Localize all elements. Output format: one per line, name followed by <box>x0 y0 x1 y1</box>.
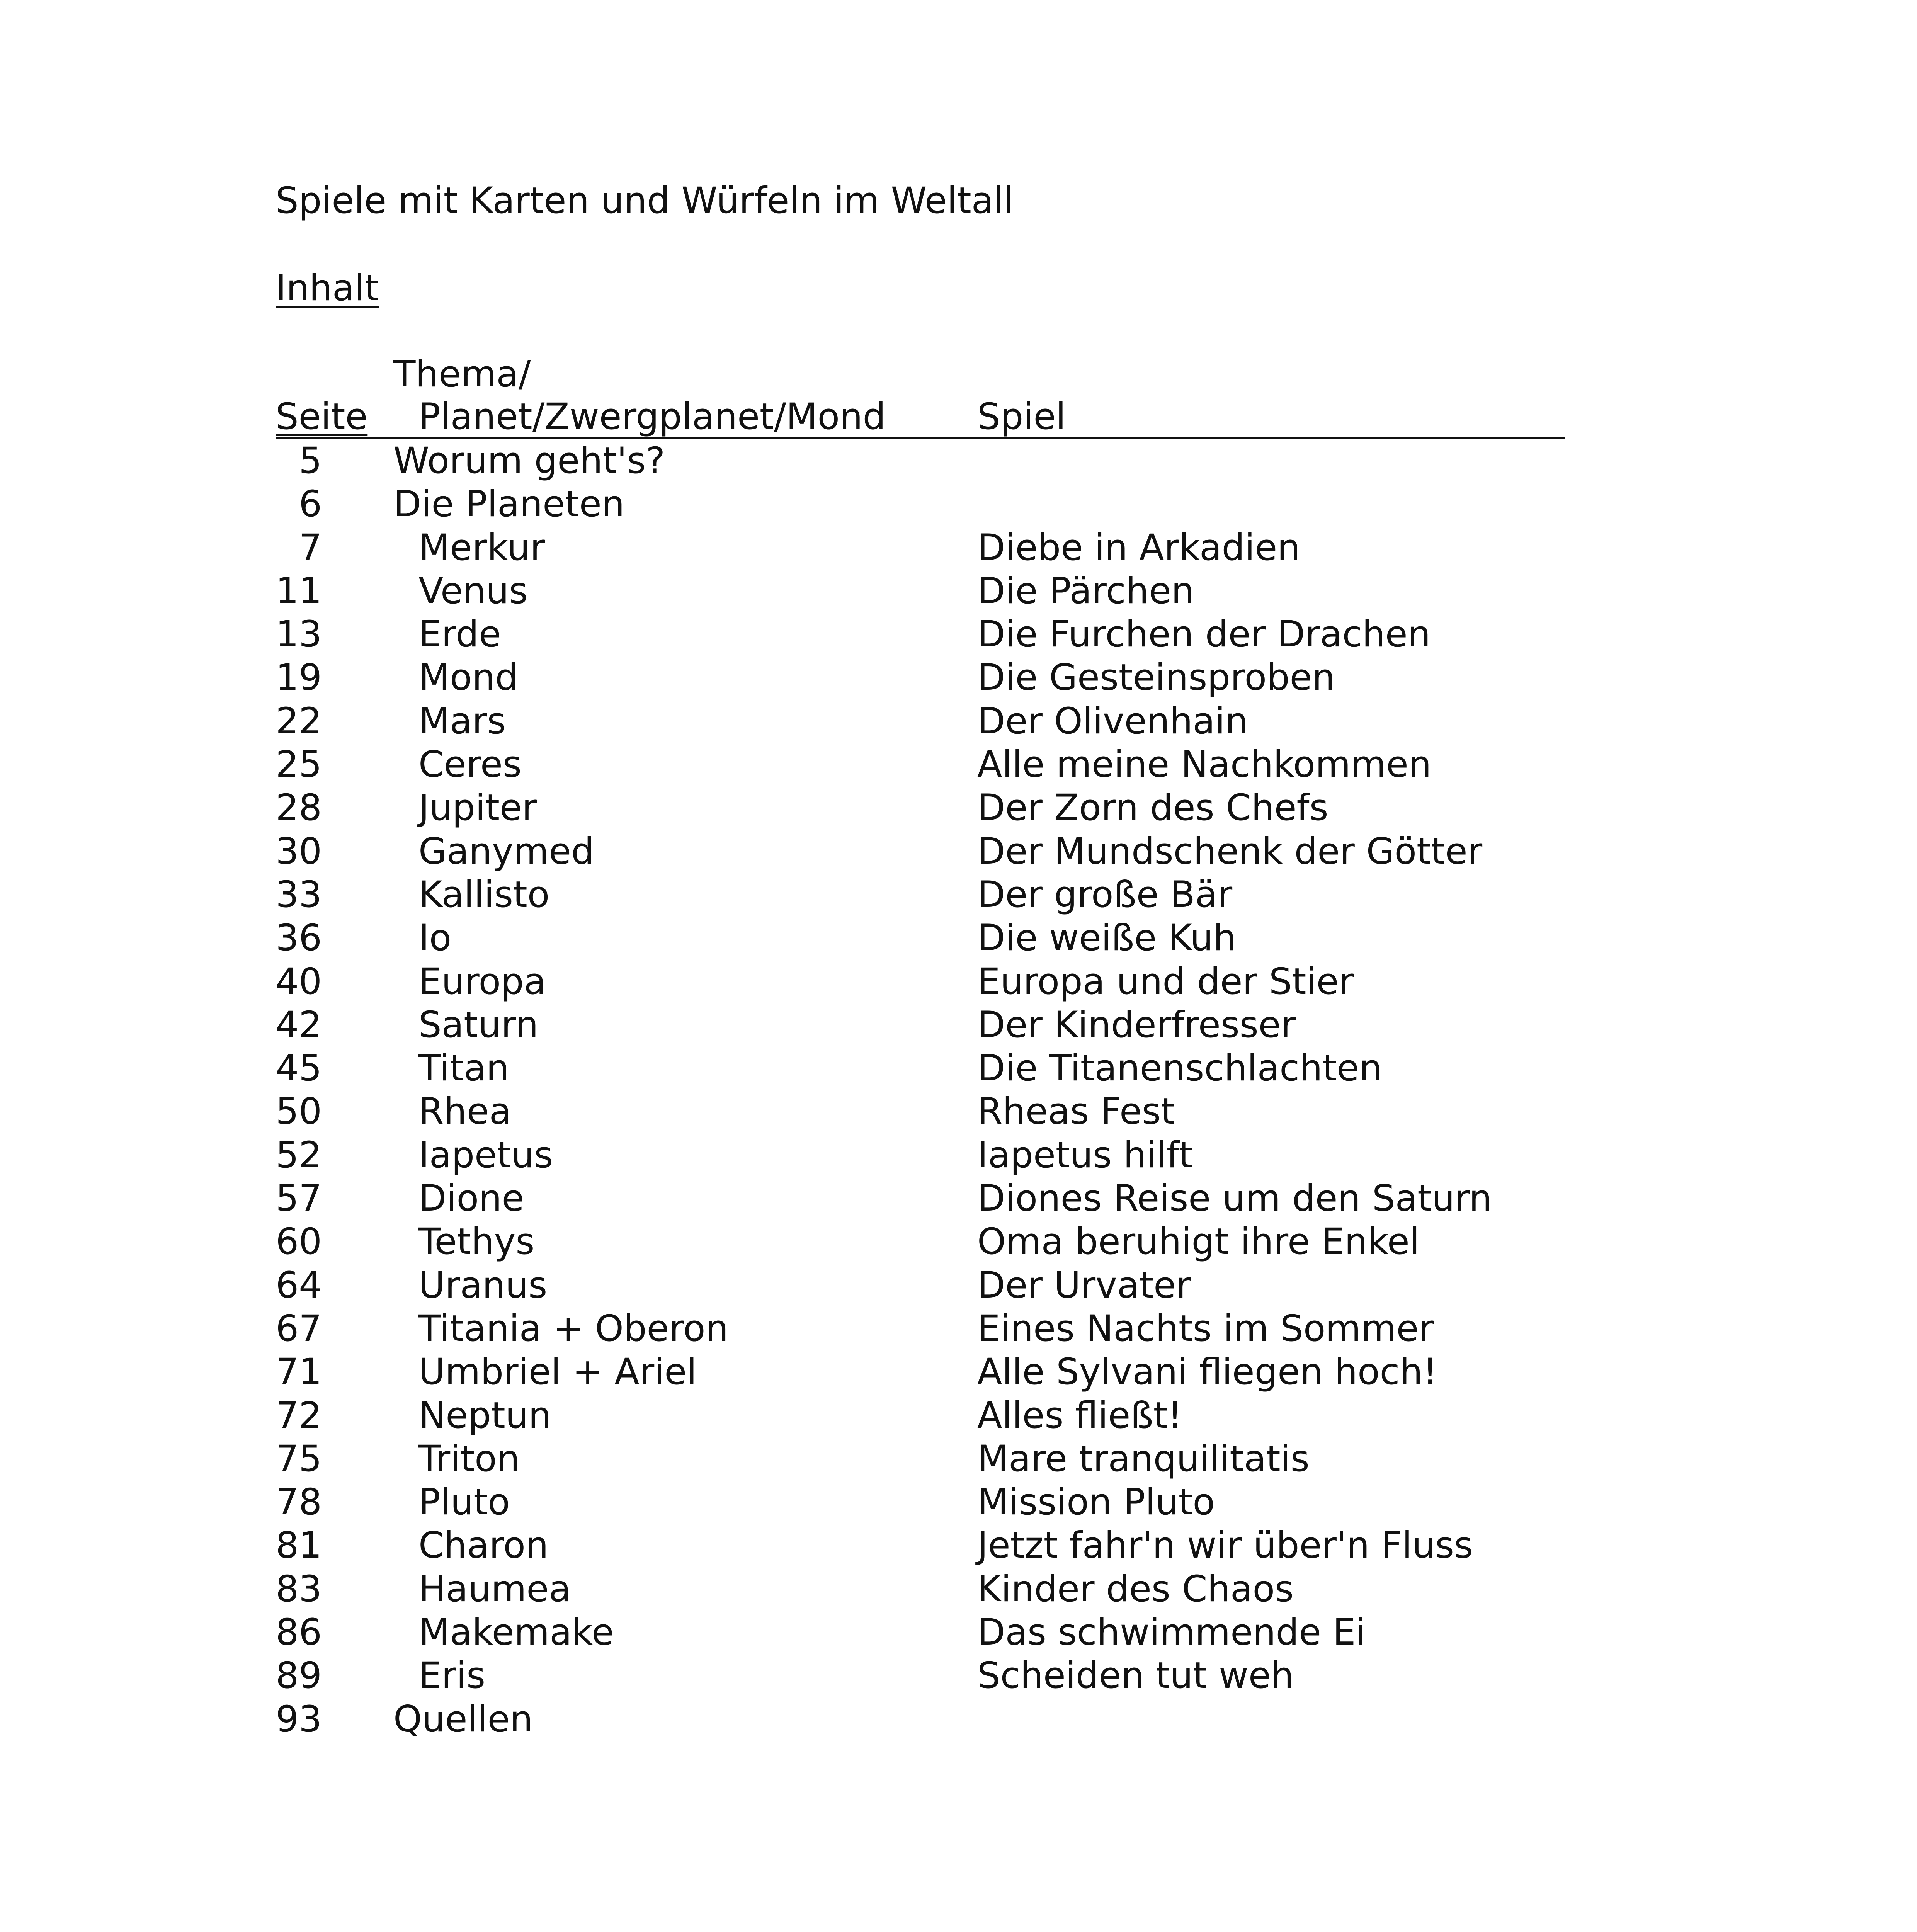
column-header-topic-line1: Thema/ <box>393 353 531 395</box>
table-row <box>276 873 1565 917</box>
toc-rows <box>276 439 1565 1741</box>
row-topic: Triton <box>418 1437 520 1480</box>
row-topic: Titan <box>418 1047 509 1090</box>
row-page-number: 71 <box>276 1351 322 1393</box>
row-game: Der Kinderfresser <box>977 1003 1296 1046</box>
row-topic: Haumea <box>418 1568 571 1610</box>
row-page-number: 60 <box>276 1221 322 1263</box>
row-page-number: 13 <box>276 613 322 656</box>
row-page-number: 78 <box>276 1481 322 1524</box>
column-header-topic-line2: Planet/Zwergplanet/Mond <box>418 396 886 438</box>
table-row <box>276 1524 1565 1567</box>
row-page-number: 75 <box>276 1437 322 1480</box>
row-topic: Quellen <box>393 1698 533 1740</box>
row-topic: Pluto <box>418 1481 510 1524</box>
row-topic: Iapetus <box>418 1134 553 1176</box>
row-topic: Ceres <box>418 743 522 786</box>
row-game: Diebe in Arkadien <box>977 526 1300 569</box>
row-page-number: 86 <box>276 1611 322 1654</box>
row-topic: Venus <box>418 570 528 612</box>
row-page-number: 72 <box>276 1394 322 1437</box>
row-page-number: 45 <box>276 1047 322 1090</box>
row-game: Iapetus hilft <box>977 1134 1193 1176</box>
row-game: Der Mundschenk der Götter <box>977 830 1483 872</box>
row-game: Kinder des Chaos <box>977 1568 1294 1610</box>
row-topic: Rhea <box>418 1090 512 1133</box>
toc-heading: Inhalt <box>276 267 379 309</box>
row-game: Die Furchen der Drachen <box>977 613 1431 656</box>
row-topic: Titania + Oberon <box>418 1307 729 1350</box>
row-topic: Io <box>418 917 452 959</box>
table-row <box>276 1654 1565 1697</box>
row-game: Eines Nachts im Sommer <box>977 1307 1434 1350</box>
row-game: Europa und der Stier <box>977 960 1354 1003</box>
table-row <box>276 960 1565 1003</box>
row-page-number: 22 <box>276 700 322 742</box>
table-row <box>276 830 1565 873</box>
table-row <box>276 439 1565 483</box>
row-topic: Mars <box>418 700 506 742</box>
table-row <box>276 570 1565 613</box>
row-topic: Neptun <box>418 1394 551 1437</box>
row-page-number: 52 <box>276 1134 322 1176</box>
column-header-page: Seite <box>276 396 368 438</box>
row-game: Der Olivenhain <box>977 700 1248 742</box>
row-topic: Ganymed <box>418 830 594 872</box>
table-row <box>276 1568 1565 1611</box>
page-title: Spiele mit Karten und Würfeln im Weltall <box>276 180 1014 222</box>
row-topic: Charon <box>418 1524 549 1567</box>
row-topic: Saturn <box>418 1003 539 1046</box>
row-game: Scheiden tut weh <box>977 1655 1294 1697</box>
table-row <box>276 1611 1565 1654</box>
row-game: Jetzt fahr'n wir über'n Fluss <box>977 1524 1473 1567</box>
row-topic: Die Planeten <box>393 483 625 526</box>
table-row <box>276 917 1565 960</box>
row-page-number: 19 <box>276 656 322 699</box>
row-game: Alle meine Nachkommen <box>977 743 1432 786</box>
row-page-number: 33 <box>276 873 322 916</box>
row-page-number: 81 <box>276 1524 322 1567</box>
table-row <box>276 1134 1565 1177</box>
table-row <box>276 1307 1565 1350</box>
table-header-row <box>276 396 1565 439</box>
row-page-number: 7 <box>299 526 322 569</box>
table-row <box>276 1003 1565 1047</box>
row-game: Die Titanenschlachten <box>977 1047 1382 1090</box>
table-row <box>276 526 1565 570</box>
row-page-number: 64 <box>276 1264 322 1306</box>
row-game: Der Urvater <box>977 1264 1191 1306</box>
row-page-number: 5 <box>299 440 322 482</box>
row-topic: Makemake <box>418 1611 614 1654</box>
row-topic: Worum geht's? <box>393 440 665 482</box>
row-game: Die Gesteinsproben <box>977 656 1335 699</box>
row-game: Alles fließt! <box>977 1394 1182 1437</box>
row-topic: Jupiter <box>418 787 537 829</box>
table-row <box>276 786 1565 830</box>
row-topic: Tethys <box>418 1221 535 1263</box>
row-topic: Dione <box>418 1177 524 1220</box>
row-game: Alle Sylvani fliegen hoch! <box>977 1351 1437 1393</box>
table-row <box>276 1047 1565 1090</box>
row-game: Mare tranquilitatis <box>977 1437 1310 1480</box>
row-page-number: 40 <box>276 960 322 1003</box>
table-row <box>276 743 1565 786</box>
row-game: Oma beruhigt ihre Enkel <box>977 1221 1420 1263</box>
row-page-number: 6 <box>299 483 322 526</box>
table-row <box>276 1437 1565 1481</box>
table-row <box>276 1481 1565 1524</box>
row-topic: Merkur <box>418 526 545 569</box>
row-game: Der große Bär <box>977 873 1233 916</box>
row-page-number: 25 <box>276 743 322 786</box>
row-page-number: 42 <box>276 1003 322 1046</box>
row-game: Mission Pluto <box>977 1481 1215 1524</box>
row-game: Die weiße Kuh <box>977 917 1237 959</box>
table-row <box>276 656 1565 699</box>
table-row <box>276 1264 1565 1307</box>
row-page-number: 57 <box>276 1177 322 1220</box>
row-topic: Erde <box>418 613 501 656</box>
row-game: Der Zorn des Chefs <box>977 787 1328 829</box>
table-row <box>276 613 1565 656</box>
row-page-number: 83 <box>276 1568 322 1610</box>
row-game: Rheas Fest <box>977 1090 1175 1133</box>
table-row <box>276 700 1565 743</box>
table-row <box>276 1698 1565 1741</box>
row-topic: Mond <box>418 656 518 699</box>
row-page-number: 36 <box>276 917 322 959</box>
table-row <box>276 1350 1565 1394</box>
row-page-number: 89 <box>276 1655 322 1697</box>
row-topic: Uranus <box>418 1264 548 1306</box>
row-game: Die Pärchen <box>977 570 1194 612</box>
row-topic: Eris <box>418 1655 486 1697</box>
table-row <box>276 483 1565 526</box>
row-game: Diones Reise um den Saturn <box>977 1177 1492 1220</box>
table-row <box>276 1394 1565 1437</box>
table-row <box>276 1177 1565 1220</box>
row-page-number: 30 <box>276 830 322 872</box>
row-page-number: 93 <box>276 1698 322 1740</box>
row-page-number: 50 <box>276 1090 322 1133</box>
row-topic: Umbriel + Ariel <box>418 1351 697 1393</box>
row-page-number: 67 <box>276 1307 322 1350</box>
row-topic: Europa <box>418 960 546 1003</box>
table-row <box>276 1220 1565 1264</box>
table-row <box>276 1090 1565 1133</box>
row-page-number: 28 <box>276 787 322 829</box>
row-game: Das schwimmende Ei <box>977 1611 1366 1654</box>
row-topic: Kallisto <box>418 873 550 916</box>
column-header-game: Spiel <box>977 396 1066 438</box>
row-page-number: 11 <box>276 570 322 612</box>
